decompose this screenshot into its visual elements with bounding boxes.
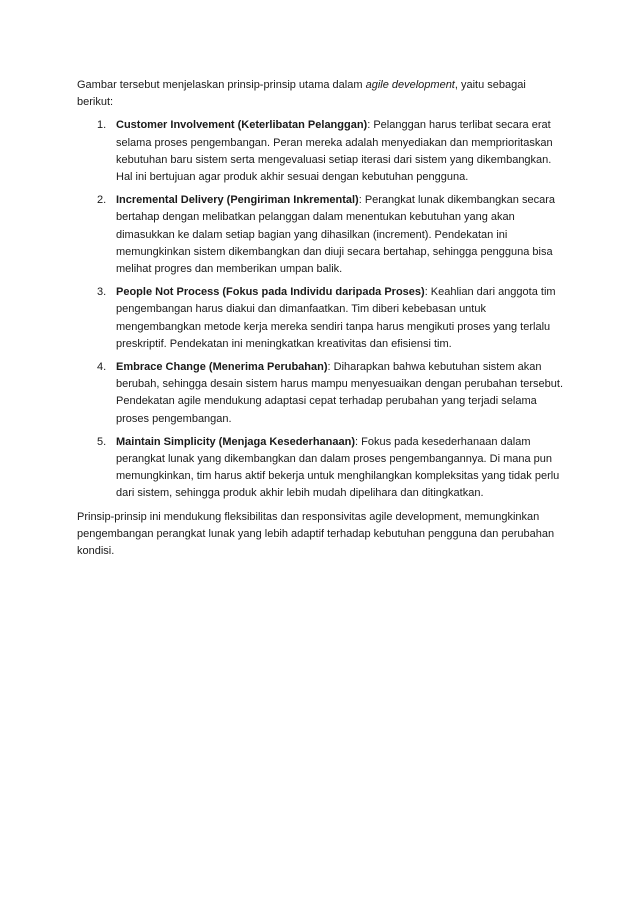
list-item-text: : Perangkat lunak dikembangkan secara bertahap dengan melibatkan pelanggan dalam menentukan kebutuhan yang akan dimasukkan ke dalam setiap bagian yang dihasilkan (increment). Pendekatan ini memungkinkan sistem dikembangkan dan diuji secara bertahap, sehingga pengguna bisa melihat progres dan memberikan umpan balik. (116, 194, 555, 276)
list-item-text: : Diharapkan bahwa kebutuhan sistem akan berubah, sehingga desain sistem harus mampu menyesuaikan dengan perubahan tersebut. Pendekatan agile mendukung adaptasi cepat terhadap perubahan yang terjadi selama proses pengembangan. (116, 361, 564, 425)
list-item-number: 5. (97, 435, 107, 448)
principles-list (77, 117, 563, 502)
list-item-number: 2. (97, 194, 107, 207)
intro-text-end: , yaitu sebagai berikut: (77, 79, 526, 109)
list-item-number: 4. (97, 361, 107, 374)
list-item-term: Embrace Change (Menerima Perubahan) (116, 361, 328, 374)
list-item-term: People Not Process (Fokus pada Individu daripada Proses) (116, 286, 425, 299)
list-item (77, 284, 563, 353)
list-item-text: : Fokus pada kesederhanaan dalam perangkat lunak yang dikembangkan dan dalam proses pengembangannya. Di mana pun memungkinkan, tim harus aktif bekerja untuk menghilangkan kompleksitas yang tidak perlu dari sistem, sehingga produk akhir lebih mudah dipelihara dan ditingkatkan. (116, 435, 560, 500)
intro-text: Gambar tersebut menjelaskan prinsip-prinsip utama dalam (77, 79, 366, 91)
list-item-text: : Pelanggan harus terlibat secara erat selama proses pengembangan. Peran mereka adalah menyediakan dan memprioritaskan kebutuhan baru sistem serta mengevaluasi setiap iterasi dari sistem yang dikembangkan. Hal ini bertujuan agar produk akhir sesuai dengan kebutuhan pengguna. (116, 119, 553, 184)
list-item-term: Maintain Simplicity (Menjaga Kesederhanaan) (116, 435, 356, 448)
list-item (77, 117, 563, 186)
list-item-text: : Keahlian dari anggota tim pengembangan harus diakui dan dimanfaatkan. Tim diberi kebebasan untuk mengembangkan metode kerja mereka sendiri tanpa harus mengikuti proses yang terlalu preskriptif. Pendekatan ini meningkatkan kreativitas dan efisiensi tim. (116, 286, 556, 350)
closing-paragraph: Prinsip-prinsip ini mendukung fleksibilitas dan responsivitas agile development, memungkinkan pengembangan perangkat lunak yang lebih adaptif terhadap kebutuhan pengguna dan perubahan kondisi. (77, 510, 555, 558)
list-item-number: 1. (97, 119, 107, 132)
list-item (77, 192, 563, 278)
list-item-term: Incremental Delivery (Pengiriman Inkremental) (116, 194, 359, 207)
intro-paragraph (77, 77, 563, 111)
list-item (77, 434, 563, 503)
list-item-term: Customer Involvement (Keterlibatan Pelanggan) (116, 119, 368, 132)
document-page (77, 77, 563, 560)
list-item (77, 359, 563, 428)
intro-emphasis: agile development (365, 79, 455, 91)
list-item-number: 3. (97, 286, 107, 299)
